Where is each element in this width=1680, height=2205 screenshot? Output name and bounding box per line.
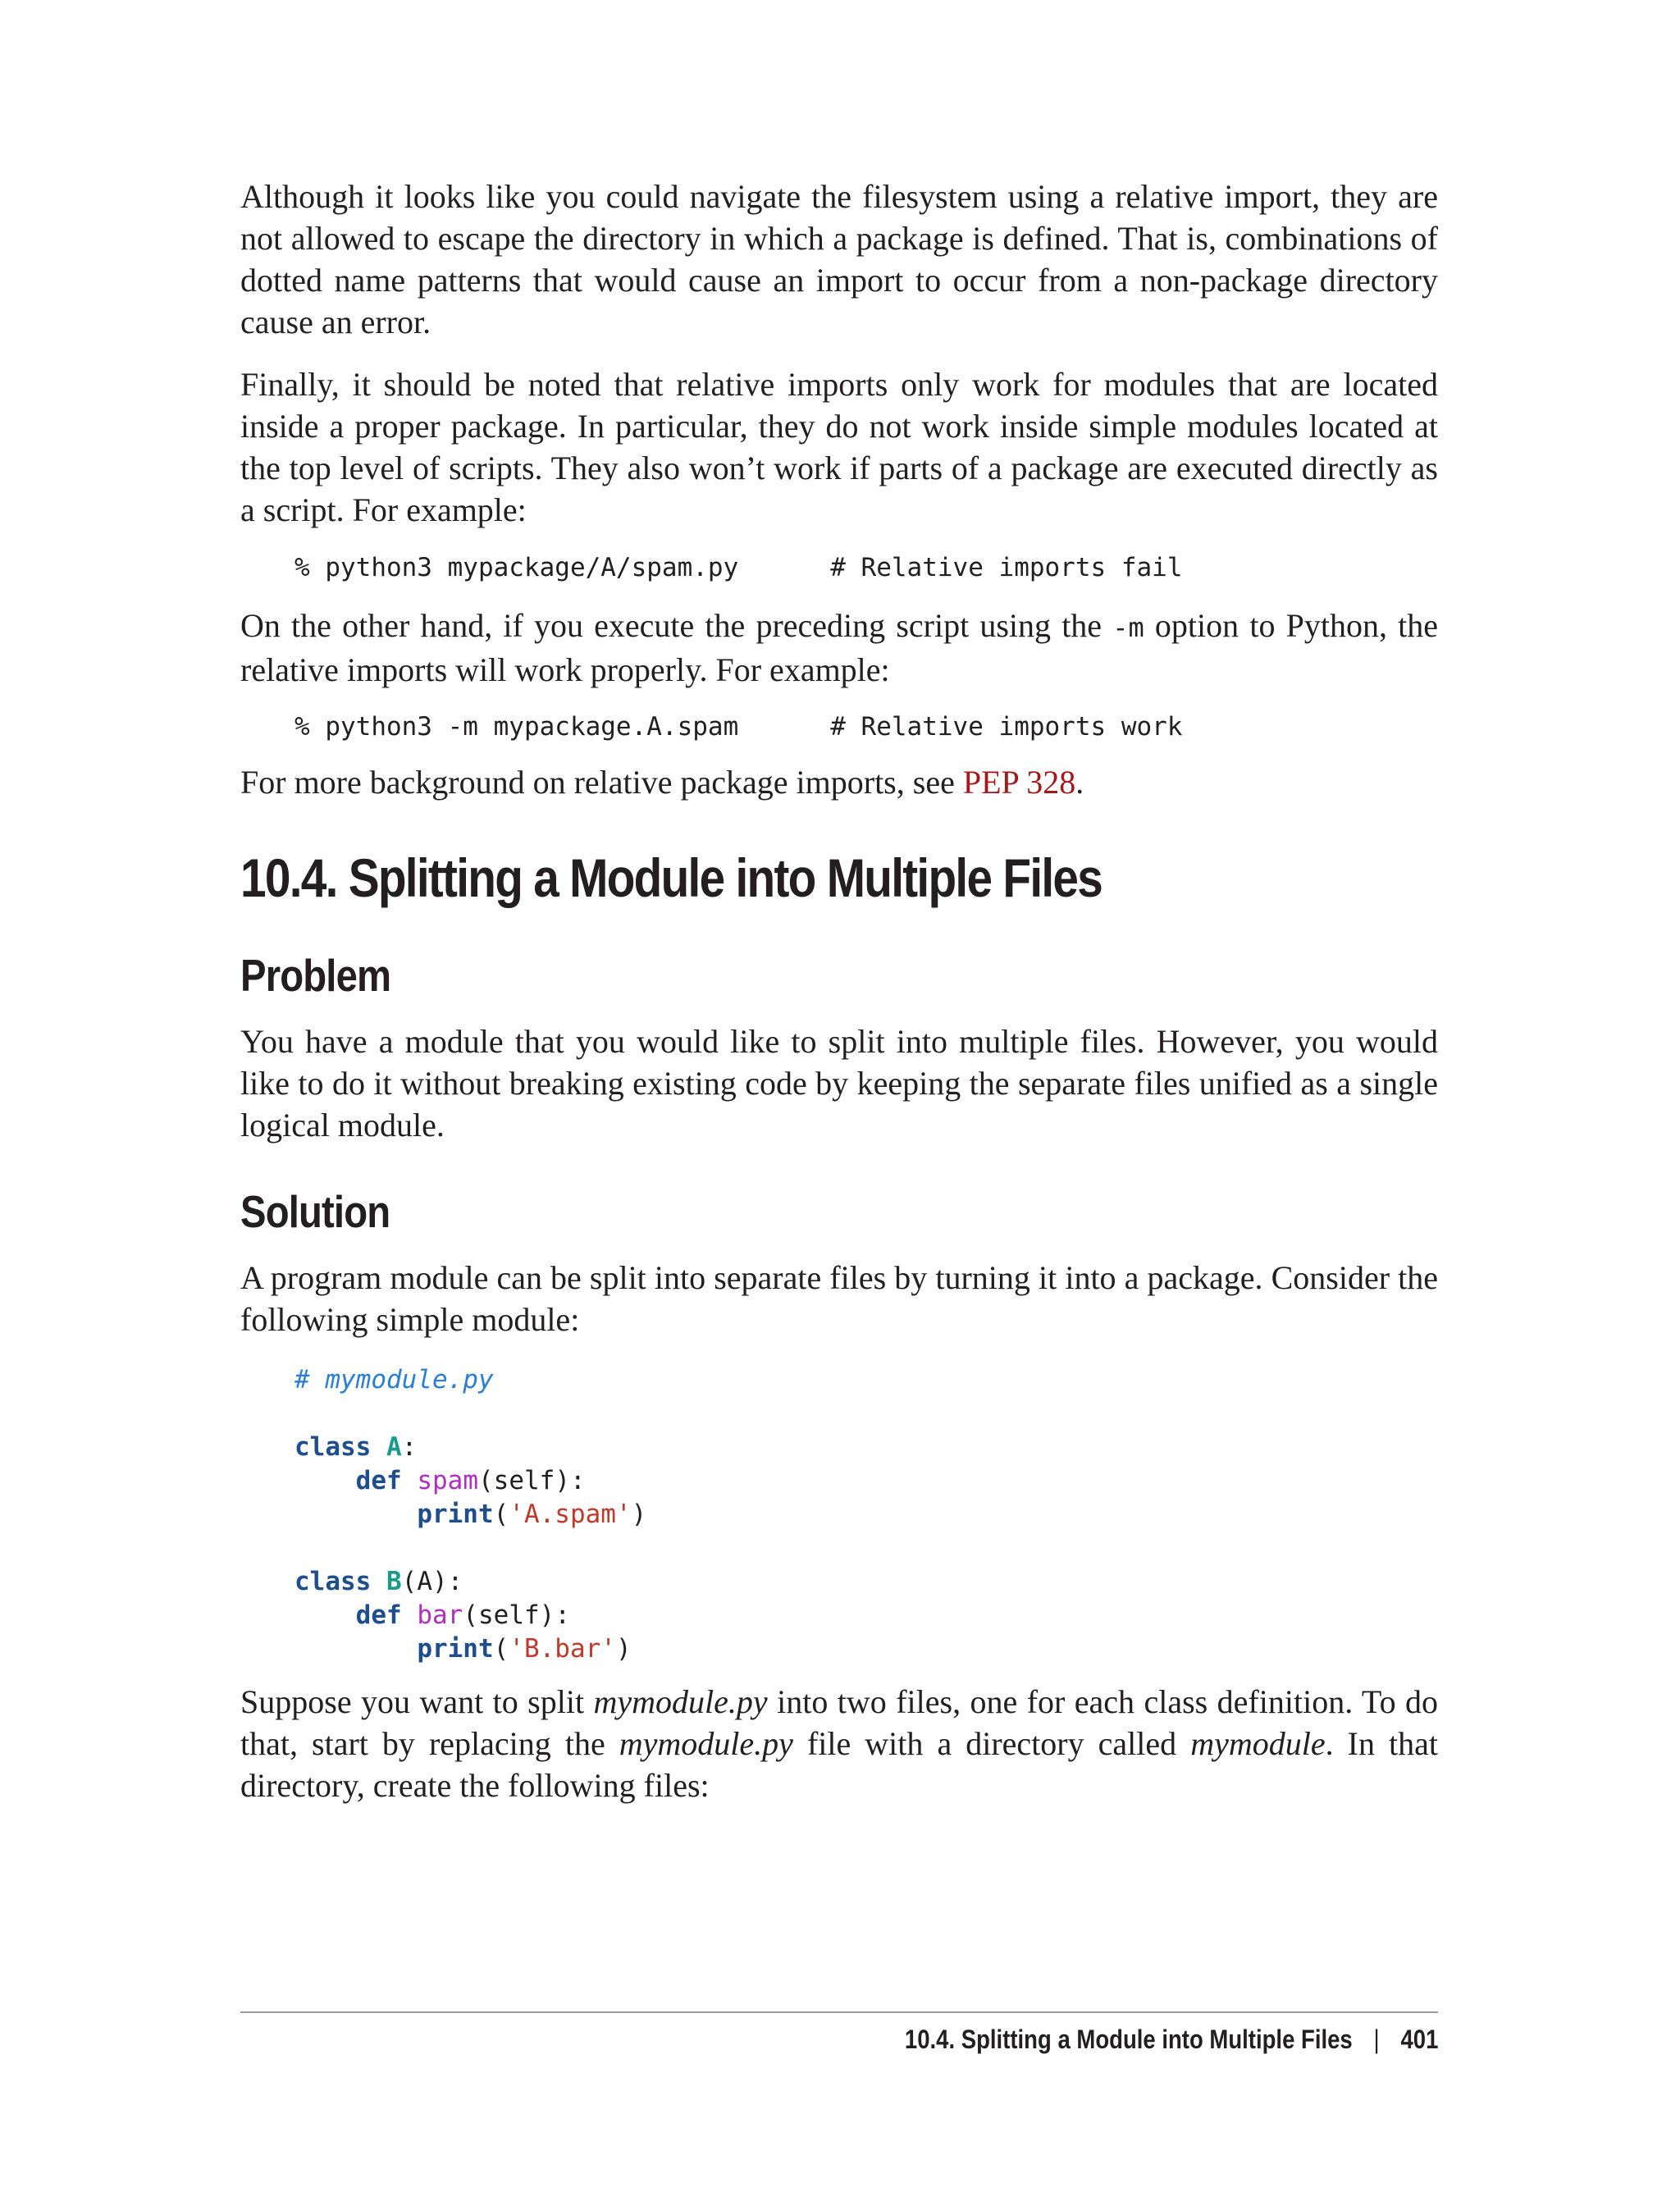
section-heading: 10.4. Splitting a Module into Multiple Files	[240, 847, 1102, 908]
text-run: .	[1075, 764, 1084, 801]
pep-328-link[interactable]: PEP 328	[962, 764, 1076, 801]
text-run: option to Python, the relative imports will work properly. For example:	[240, 607, 1438, 688]
paragraph-problem: You have a module that you would like to split into multiple files. However, you would like to do it without breaking existing code by keeping the separate files unified as a single logical module.	[240, 1023, 1438, 1144]
keyword: print	[417, 1500, 494, 1529]
function-name: spam	[417, 1466, 478, 1495]
paragraph-relative-import-limits: Although it looks like you could navigate the filesystem using a relative import, they are not allowed to escape the directory in which a package is defined. That is, combinations of dotted name patterns that would cause an import to occur from a non-package directory cause an error.	[240, 178, 1438, 340]
paragraph-m-option	[240, 605, 1438, 691]
footer-title: 10.4. Splitting a Module into Multiple Files	[904, 2025, 1353, 2054]
filename: mymodule.py	[619, 1725, 793, 1762]
code-line-print-a: print('A.spam')	[417, 1500, 647, 1529]
keyword: print	[417, 1634, 494, 1664]
code-line-def-spam: def spam(self):	[355, 1466, 586, 1495]
param: self	[493, 1466, 555, 1495]
problem-heading: Problem	[240, 950, 391, 1001]
code-line-print-b: print('B.bar')	[417, 1634, 632, 1664]
class-name: B	[386, 1567, 402, 1596]
string-literal: 'A.spam'	[509, 1500, 632, 1529]
directory-name: mymodule	[1190, 1725, 1326, 1762]
code-line-blank	[240, 1397, 1438, 1431]
code-block-relative-work: % python3 -m mypackage.A.spam # Relative imports work	[294, 712, 1183, 742]
paragraph-solution: A program module can be split into separate files by turning it into a package. Consider the following simple module:	[240, 1259, 1438, 1338]
footer-separator: |	[1373, 2025, 1380, 2054]
keyword: def	[355, 1600, 402, 1630]
code-line-blank	[240, 1532, 1438, 1565]
solution-heading: Solution	[240, 1186, 390, 1237]
code-line-class-a: class A:	[294, 1432, 418, 1462]
filename: mymodule.py	[593, 1683, 768, 1720]
text-run: For more background on relative package imports, see	[240, 764, 963, 801]
paragraph-split-instructions	[240, 1681, 1438, 1806]
footer-divider	[240, 2011, 1438, 2013]
text-run: On the other hand, if you execute the preceding script using the	[240, 607, 1113, 644]
paragraph-relative-import-scripts: Finally, it should be noted that relative imports only work for modules that are located inside a proper package. In particular, they do not work inside simple modules located at the top level of scripts. They also won’t work if parts of a package are executed directly as a script. For example:	[240, 366, 1438, 528]
base-class: A	[417, 1567, 433, 1596]
text-run: file with a directory called	[792, 1725, 1191, 1762]
text-run: Suppose you want to split	[240, 1683, 594, 1720]
code-comment: # mymodule.py	[294, 1365, 494, 1395]
keyword: class	[294, 1567, 372, 1596]
inline-code-m: -m	[1112, 612, 1144, 643]
text-run: into two files, one for each class definition. To do that, start by replacing the	[240, 1683, 1439, 1762]
keyword: class	[294, 1432, 372, 1462]
class-name: A	[386, 1432, 402, 1462]
param: self	[478, 1600, 540, 1630]
code-block-relative-fail: % python3 mypackage/A/spam.py # Relative imports fail	[294, 553, 1183, 582]
paragraph-pep-reference	[240, 761, 1438, 803]
function-name: bar	[417, 1600, 463, 1630]
code-line-class-b: class B(A):	[294, 1567, 463, 1596]
code-line-def-bar: def bar(self):	[355, 1600, 570, 1630]
code-block-mymodule	[240, 1363, 1438, 1666]
text-run: . In that directory, create the following files:	[240, 1725, 1438, 1804]
code-line-comment	[240, 1363, 1438, 1397]
keyword: def	[355, 1466, 402, 1495]
page-footer	[904, 2023, 1438, 2056]
string-literal: 'B.bar'	[509, 1634, 616, 1664]
page-number: 401	[1400, 2025, 1438, 2054]
